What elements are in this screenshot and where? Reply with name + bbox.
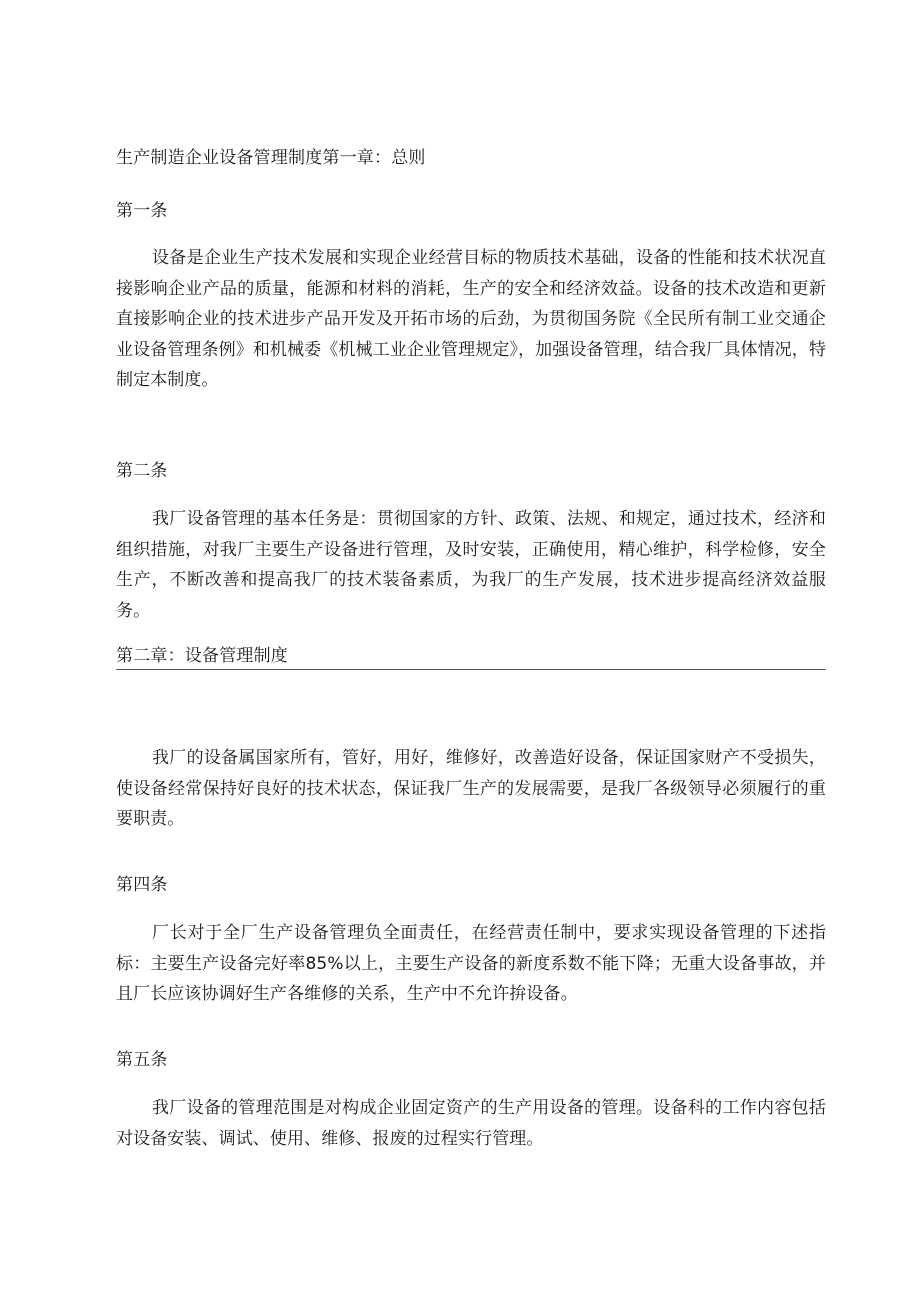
article-1-heading: 第一条 <box>116 201 168 221</box>
article-4-heading: 第四条 <box>116 875 168 895</box>
article-1-text: 设备是企业生产技术发展和实现企业经营目标的物质技术基础，设备的性能和技术状况直接影响企业产品的质量，能源和材料的消耗，生产的安全和经济效益。设备的技术改造和更新直接影响企业的技术进步产品开发及开拓市场的后劲，为贯彻国务院《全民所有制工业交通企业设备管理条例》和机械委《机械工业企业管理规定》，加强设备管理，结合我厂具体情况，特制定本制度。 <box>116 248 826 390</box>
article-5-text: 我厂设备的管理范围是对构成企业固定资产的生产用设备的管理。设备科的工作内容包括对设备安装、调试、使用、维修、报废的过程实行管理。 <box>116 1098 826 1149</box>
chapter-divider <box>116 669 826 670</box>
article-5-heading: 第五条 <box>116 1050 168 1070</box>
article-3-text: 我厂的设备属国家所有，管好，用好，维修好，改善造好设备，保证国家财产不受损失，使设备经常保持好良好的技术状态，保证我厂生产的发展需要，是我厂各级领导必须履行的重要职责。 <box>116 748 826 829</box>
chapter-2-heading: 第二章：设备管理制度 <box>116 646 288 666</box>
article-2-heading: 第二条 <box>116 461 168 481</box>
article-2-text: 我厂设备管理的基本任务是：贯彻国家的方针、政策、法规、和规定，通过技术，经济和组织措施，对我厂主要生产设备进行管理，及时安装，正确使用，精心维护，科学检修，安全生产，不断改善和提高我厂的技术装备素质，为我厂的生产发展，技术进步提高经济效益服务。 <box>116 509 826 621</box>
document-title: 生产制造企业设备管理制度第一章：总则 <box>116 148 426 168</box>
article-4-text: 厂长对于全厂生产设备管理负全面责任，在经营责任制中，要求实现设备管理的下述指标：主要生产设备完好率85%以上，主要生产设备的新度系数不能下降；无重大设备事故，并且厂长应该协调好生产各维修的关系，生产中不允许拚设备。 <box>116 923 826 1004</box>
